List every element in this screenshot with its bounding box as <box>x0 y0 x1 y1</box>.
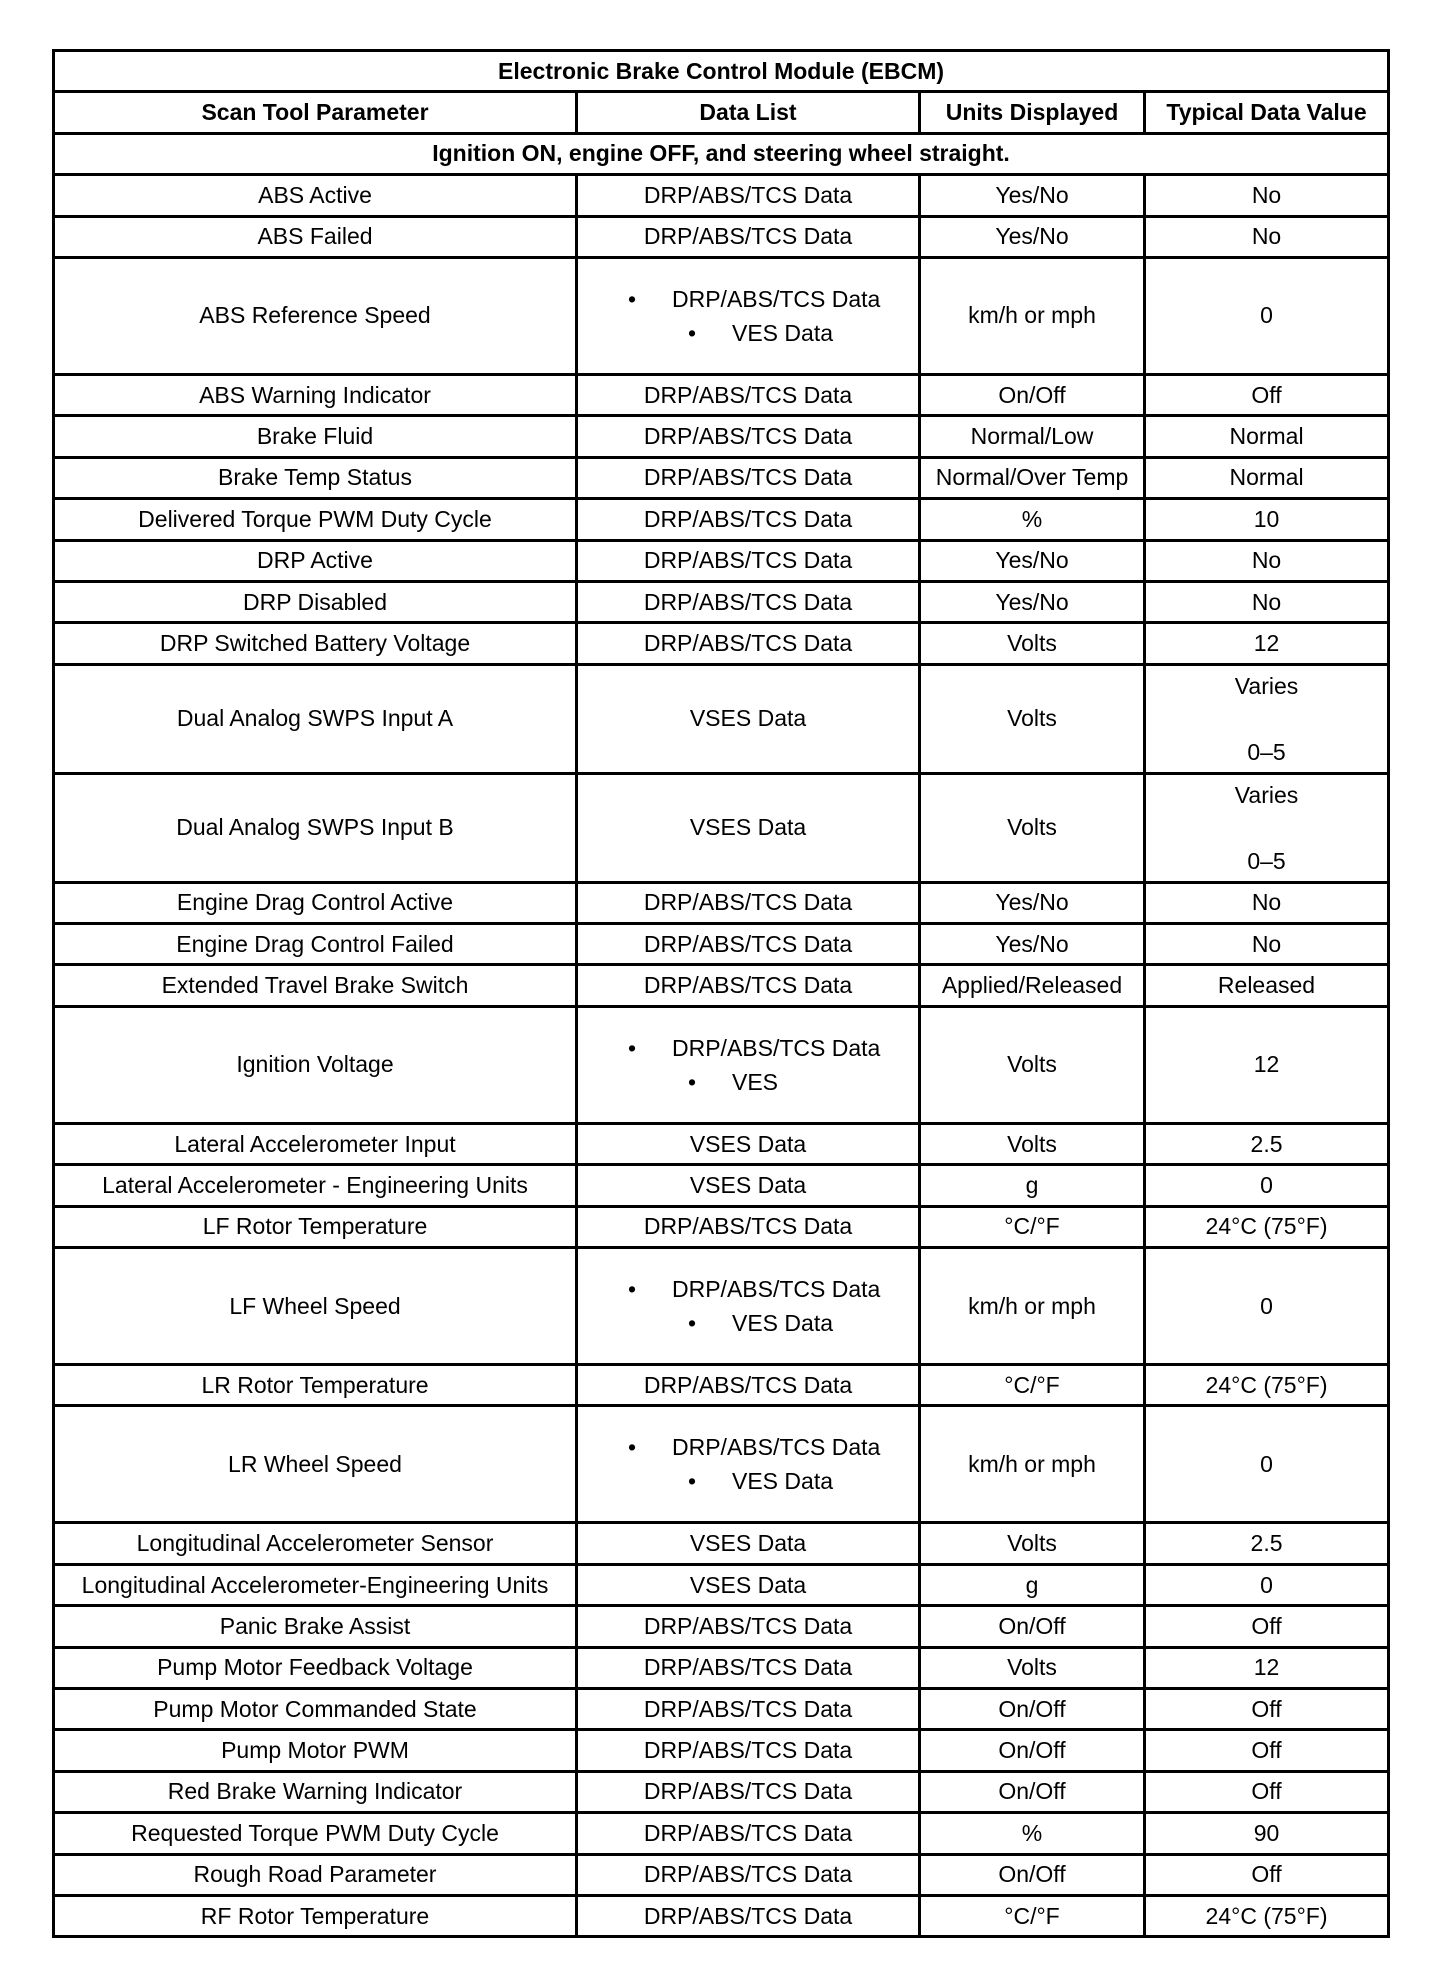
cell-typical-value: 0 <box>1145 1406 1389 1523</box>
cell-parameter: Requested Torque PWM Duty Cycle <box>54 1813 577 1854</box>
cell-data-list: VSES Data <box>577 1523 920 1564</box>
cell-data-list: DRP/ABS/TCS Data <box>577 499 920 540</box>
table-row <box>54 924 1389 965</box>
cell-typical-value: 2.5 <box>1145 1523 1389 1564</box>
cell-units: On/Off <box>920 1730 1145 1771</box>
header-units-displayed: Units Displayed <box>920 92 1145 133</box>
bullet-icon: • <box>628 285 637 312</box>
cell-parameter: DRP Disabled <box>54 581 577 622</box>
cell-typical-value: Normal <box>1145 416 1389 457</box>
data-list-bullet-item <box>580 1430 916 1464</box>
cell-units: Volts <box>920 773 1145 882</box>
cell-data-list: DRP/ABS/TCS Data <box>577 416 920 457</box>
cell-parameter: Engine Drag Control Active <box>54 882 577 923</box>
table-row <box>54 1123 1389 1164</box>
cell-data-list: VSES Data <box>577 1564 920 1605</box>
bullet-icon: • <box>688 1468 697 1495</box>
table-row <box>54 1730 1389 1771</box>
cell-parameter: Pump Motor Commanded State <box>54 1688 577 1729</box>
data-list-bullet-item <box>580 1464 916 1498</box>
cell-units: Yes/No <box>920 175 1145 216</box>
table-row <box>54 1165 1389 1206</box>
header-scan-tool-parameter: Scan Tool Parameter <box>54 92 577 133</box>
cell-typical-value: 0 <box>1145 1248 1389 1365</box>
cell-data-list: DRP/ABS/TCS Data <box>577 1854 920 1895</box>
cell-data-list: DRP/ABS/TCS Data <box>577 216 920 257</box>
cell-typical-value: Off <box>1145 1854 1389 1895</box>
table-row <box>54 1813 1389 1854</box>
cell-parameter: ABS Warning Indicator <box>54 374 577 415</box>
cell-typical-value: 12 <box>1145 623 1389 664</box>
data-list-bullet-item <box>580 1272 916 1306</box>
table-row <box>54 1523 1389 1564</box>
cell-parameter: Brake Temp Status <box>54 457 577 498</box>
typical-value-line: Varies <box>1234 672 1299 699</box>
cell-parameter: Delivered Torque PWM Duty Cycle <box>54 499 577 540</box>
cell-data-list <box>577 1248 920 1365</box>
cell-typical-value: 0 <box>1145 1165 1389 1206</box>
data-list-text: DRP/ABS/TCS Data <box>672 1276 881 1303</box>
cell-parameter: Red Brake Warning Indicator <box>54 1771 577 1812</box>
cell-data-list <box>577 257 920 374</box>
table-row <box>54 540 1389 581</box>
cell-units: km/h or mph <box>920 257 1145 374</box>
cell-typical-value: 12 <box>1145 1006 1389 1123</box>
cell-typical-value: 12 <box>1145 1647 1389 1688</box>
cell-data-list: DRP/ABS/TCS Data <box>577 374 920 415</box>
table-row <box>54 257 1389 374</box>
data-list-text: DRP/ABS/TCS Data <box>672 1434 881 1461</box>
cell-data-list: DRP/ABS/TCS Data <box>577 1730 920 1771</box>
cell-data-list: DRP/ABS/TCS Data <box>577 623 920 664</box>
cell-units: Volts <box>920 1006 1145 1123</box>
cell-units: Yes/No <box>920 540 1145 581</box>
cell-parameter: RF Rotor Temperature <box>54 1895 577 1936</box>
cell-parameter: LF Wheel Speed <box>54 1248 577 1365</box>
bullet-icon: • <box>628 1434 637 1461</box>
cell-data-list: VSES Data <box>577 773 920 882</box>
cell-data-list: DRP/ABS/TCS Data <box>577 1688 920 1729</box>
table-row <box>54 374 1389 415</box>
cell-units: km/h or mph <box>920 1248 1145 1365</box>
table-row <box>54 1206 1389 1247</box>
data-list-bullet-item <box>580 1065 916 1099</box>
cell-parameter: DRP Active <box>54 540 577 581</box>
cell-parameter: ABS Active <box>54 175 577 216</box>
table-title: Electronic Brake Control Module (EBCM) <box>54 51 1389 92</box>
table-row <box>54 882 1389 923</box>
typical-value-line: Varies <box>1234 781 1299 808</box>
typical-value-line: 0–5 <box>1247 738 1286 765</box>
cell-data-list: DRP/ABS/TCS Data <box>577 581 920 622</box>
cell-parameter: Lateral Accelerometer Input <box>54 1123 577 1164</box>
cell-parameter: Brake Fluid <box>54 416 577 457</box>
cell-parameter: Extended Travel Brake Switch <box>54 965 577 1006</box>
cell-parameter: Longitudinal Accelerometer-Engineering Units <box>54 1564 577 1605</box>
table-row <box>54 499 1389 540</box>
cell-data-list <box>577 1406 920 1523</box>
cell-typical-value: Normal <box>1145 457 1389 498</box>
cell-units: Volts <box>920 623 1145 664</box>
table-row <box>54 457 1389 498</box>
cell-units: % <box>920 1813 1145 1854</box>
cell-units: Volts <box>920 1523 1145 1564</box>
bullet-icon: • <box>628 1034 637 1061</box>
cell-data-list: DRP/ABS/TCS Data <box>577 1647 920 1688</box>
data-list-bullet-item <box>580 316 916 350</box>
table-row <box>54 175 1389 216</box>
header-typical-data-value: Typical Data Value <box>1145 92 1389 133</box>
cell-typical-value: Off <box>1145 1688 1389 1729</box>
cell-parameter: Dual Analog SWPS Input A <box>54 664 577 773</box>
data-list-text: DRP/ABS/TCS Data <box>672 1034 881 1061</box>
cell-units: On/Off <box>920 1606 1145 1647</box>
table-row <box>54 1771 1389 1812</box>
cell-data-list: DRP/ABS/TCS Data <box>577 882 920 923</box>
typical-value-line: 0–5 <box>1247 847 1286 874</box>
cell-units: On/Off <box>920 1688 1145 1729</box>
data-list-text: VES Data <box>732 1468 833 1495</box>
cell-data-list: DRP/ABS/TCS Data <box>577 1365 920 1406</box>
cell-units: On/Off <box>920 1771 1145 1812</box>
cell-data-list: VSES Data <box>577 1123 920 1164</box>
cell-data-list: DRP/ABS/TCS Data <box>577 924 920 965</box>
data-list-bullet-item <box>580 1306 916 1340</box>
cell-typical-value: 24°C (75°F) <box>1145 1365 1389 1406</box>
cell-data-list: DRP/ABS/TCS Data <box>577 540 920 581</box>
cell-units: Yes/No <box>920 216 1145 257</box>
data-list-text: VES Data <box>732 319 833 346</box>
cell-typical-value: Off <box>1145 1606 1389 1647</box>
cell-units: Volts <box>920 664 1145 773</box>
table-row <box>54 1688 1389 1729</box>
cell-units: °C/°F <box>920 1206 1145 1247</box>
cell-parameter: DRP Switched Battery Voltage <box>54 623 577 664</box>
cell-typical-value: No <box>1145 924 1389 965</box>
cell-parameter: Ignition Voltage <box>54 1006 577 1123</box>
cell-typical-value <box>1145 773 1389 882</box>
cell-parameter: Pump Motor PWM <box>54 1730 577 1771</box>
cell-parameter: LF Rotor Temperature <box>54 1206 577 1247</box>
test-condition: Ignition ON, engine OFF, and steering wheel straight. <box>54 133 1389 174</box>
cell-data-list: DRP/ABS/TCS Data <box>577 175 920 216</box>
data-list-text: VES <box>732 1068 779 1095</box>
bullet-icon: • <box>688 1068 697 1095</box>
bullet-icon: • <box>688 319 697 346</box>
cell-parameter: LR Wheel Speed <box>54 1406 577 1523</box>
cell-units: g <box>920 1165 1145 1206</box>
cell-parameter: Lateral Accelerometer - Engineering Units <box>54 1165 577 1206</box>
cell-data-list: VSES Data <box>577 1165 920 1206</box>
cell-units: km/h or mph <box>920 1406 1145 1523</box>
cell-typical-value: 2.5 <box>1145 1123 1389 1164</box>
table-row <box>54 1248 1389 1365</box>
cell-units: g <box>920 1564 1145 1605</box>
cell-typical-value: 0 <box>1145 257 1389 374</box>
data-list-text: DRP/ABS/TCS Data <box>672 285 881 312</box>
cell-typical-value: Off <box>1145 1730 1389 1771</box>
cell-parameter: Longitudinal Accelerometer Sensor <box>54 1523 577 1564</box>
table-row <box>54 1406 1389 1523</box>
data-list-bullet-item <box>580 282 916 316</box>
cell-typical-value: Off <box>1145 374 1389 415</box>
cell-typical-value: No <box>1145 216 1389 257</box>
table-row <box>54 773 1389 882</box>
table-row <box>54 1647 1389 1688</box>
cell-data-list: DRP/ABS/TCS Data <box>577 1813 920 1854</box>
cell-parameter: Dual Analog SWPS Input B <box>54 773 577 882</box>
table-row <box>54 416 1389 457</box>
cell-parameter: ABS Reference Speed <box>54 257 577 374</box>
cell-typical-value: No <box>1145 882 1389 923</box>
table-row <box>54 1606 1389 1647</box>
ebcm-data-table <box>52 49 1390 1938</box>
cell-units: On/Off <box>920 374 1145 415</box>
cell-units: °C/°F <box>920 1895 1145 1936</box>
data-list-bullet-item <box>580 1031 916 1065</box>
cell-data-list: DRP/ABS/TCS Data <box>577 1771 920 1812</box>
cell-data-list: DRP/ABS/TCS Data <box>577 1606 920 1647</box>
cell-typical-value <box>1145 664 1389 773</box>
cell-units: °C/°F <box>920 1365 1145 1406</box>
cell-data-list <box>577 1006 920 1123</box>
table-row <box>54 1854 1389 1895</box>
cell-data-list: DRP/ABS/TCS Data <box>577 1895 920 1936</box>
table-row <box>54 581 1389 622</box>
table-row <box>54 1564 1389 1605</box>
data-list-text: VES Data <box>732 1310 833 1337</box>
cell-units: Yes/No <box>920 924 1145 965</box>
cell-data-list: VSES Data <box>577 664 920 773</box>
table-row <box>54 216 1389 257</box>
cell-units: Normal/Over Temp <box>920 457 1145 498</box>
table-row <box>54 1895 1389 1936</box>
cell-typical-value: Released <box>1145 965 1389 1006</box>
cell-units: % <box>920 499 1145 540</box>
table-row <box>54 664 1389 773</box>
cell-parameter: Engine Drag Control Failed <box>54 924 577 965</box>
cell-typical-value: 10 <box>1145 499 1389 540</box>
cell-typical-value: 90 <box>1145 1813 1389 1854</box>
cell-parameter: Pump Motor Feedback Voltage <box>54 1647 577 1688</box>
table-row <box>54 965 1389 1006</box>
cell-units: Yes/No <box>920 882 1145 923</box>
cell-typical-value: Off <box>1145 1771 1389 1812</box>
cell-units: Applied/Released <box>920 965 1145 1006</box>
cell-typical-value: No <box>1145 581 1389 622</box>
cell-data-list: DRP/ABS/TCS Data <box>577 457 920 498</box>
cell-typical-value: 24°C (75°F) <box>1145 1895 1389 1936</box>
cell-typical-value: 24°C (75°F) <box>1145 1206 1389 1247</box>
cell-typical-value: No <box>1145 540 1389 581</box>
table-row <box>54 1365 1389 1406</box>
cell-units: Normal/Low <box>920 416 1145 457</box>
cell-typical-value: No <box>1145 175 1389 216</box>
table-row <box>54 623 1389 664</box>
bullet-icon: • <box>628 1276 637 1303</box>
cell-parameter: LR Rotor Temperature <box>54 1365 577 1406</box>
cell-units: Volts <box>920 1647 1145 1688</box>
table-row <box>54 1006 1389 1123</box>
cell-parameter: ABS Failed <box>54 216 577 257</box>
cell-parameter: Rough Road Parameter <box>54 1854 577 1895</box>
cell-units: On/Off <box>920 1854 1145 1895</box>
cell-typical-value: 0 <box>1145 1564 1389 1605</box>
cell-data-list: DRP/ABS/TCS Data <box>577 1206 920 1247</box>
cell-data-list: DRP/ABS/TCS Data <box>577 965 920 1006</box>
header-data-list: Data List <box>577 92 920 133</box>
cell-units: Volts <box>920 1123 1145 1164</box>
bullet-icon: • <box>688 1310 697 1337</box>
cell-units: Yes/No <box>920 581 1145 622</box>
cell-parameter: Panic Brake Assist <box>54 1606 577 1647</box>
